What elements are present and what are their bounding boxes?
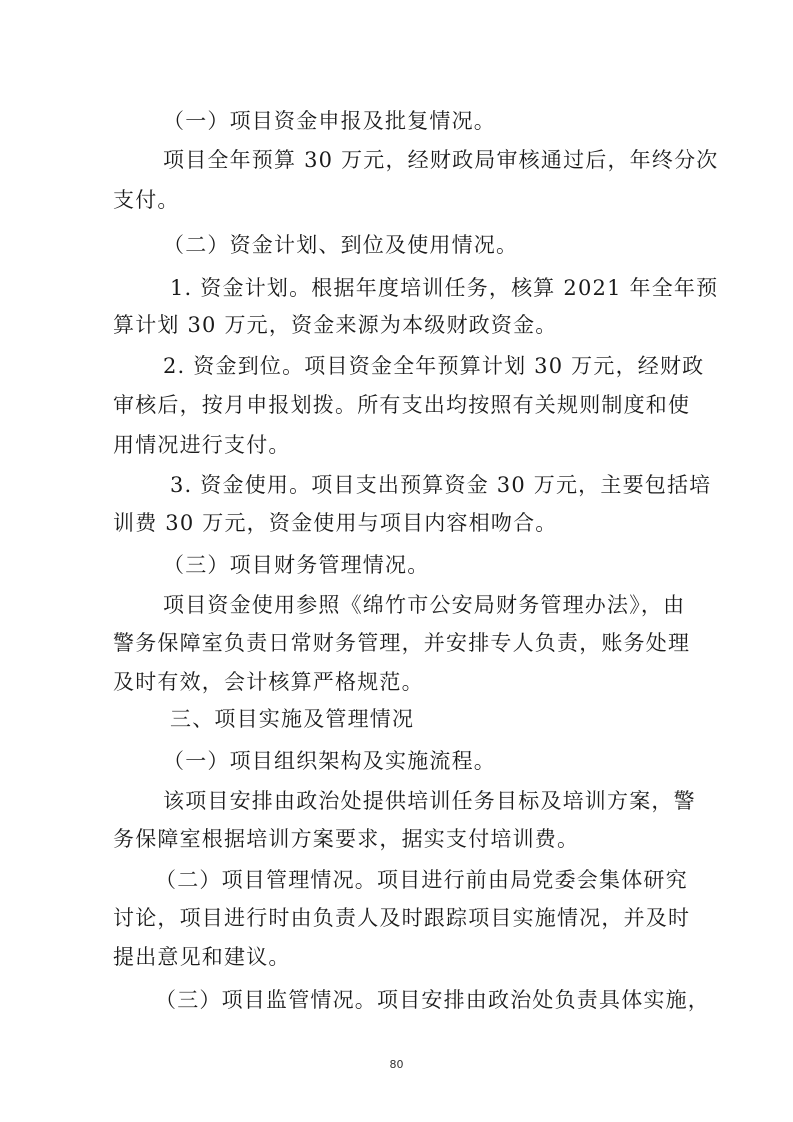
text-line-2: 项目全年预算 30 万元，经财政局审核通过后，年终分次 (163, 148, 719, 172)
text-line-8: 审核后，按月申报划拨。所有支出均按照有关规则制度和使 (113, 393, 691, 417)
text-line-14: 警务保障室负责日常财务管理，并安排专人负责，账务处理 (113, 631, 691, 655)
text-line-11: 训费 30 万元，资金使用与项目内容相吻合。 (113, 511, 558, 535)
text-line-19: 务保障室根据培训方案要求，据实支付培训费。 (113, 827, 580, 851)
text-line-4: （二）资金计划、到位及使用情况。 (163, 233, 519, 257)
text-line-9: 用情况进行支付。 (113, 433, 291, 457)
section-heading: 三、项目实施及管理情况 (170, 707, 415, 731)
text-line-18: 该项目安排由政治处提供培训任务目标及培训方案，警 (163, 789, 696, 813)
text-line-10: 3. 资金使用。项目支出预算资金 30 万元，主要包括培 (170, 473, 712, 497)
text-line-17: （一）项目组织架构及实施流程。 (163, 749, 496, 773)
text-line-15: 及时有效，会计核算严格规范。 (113, 670, 424, 694)
text-line-21: 讨论，项目进行时由负责人及时跟踪项目实施情况，并及时 (113, 906, 691, 930)
text-line-22: 提出意见和建议。 (113, 945, 291, 969)
text-line-12: （三）项目财务管理情况。 (163, 553, 430, 577)
text-line-6: 算计划 30 万元，资金来源为本级财政资金。 (113, 313, 558, 337)
text-line-20: （二）项目管理情况。项目进行前由局党委会集体研究 (155, 868, 688, 892)
text-line-7: 2. 资金到位。项目资金全年预算计划 30 万元，经财政 (163, 354, 705, 378)
text-line-3: 支付。 (113, 188, 180, 212)
text-line-1: （一）项目资金申报及批复情况。 (163, 109, 496, 133)
text-line-13: 项目资金使用参照《绵竹市公安局财务管理办法》，由 (163, 593, 686, 617)
text-line-5: 1. 资金计划。根据年度培训任务，核算 2021 年全年预 (170, 276, 719, 300)
text-line-23: （三）项目监管情况。项目安排由政治处负责具体实施， (155, 988, 710, 1012)
page-number: 80 (389, 1058, 404, 1071)
